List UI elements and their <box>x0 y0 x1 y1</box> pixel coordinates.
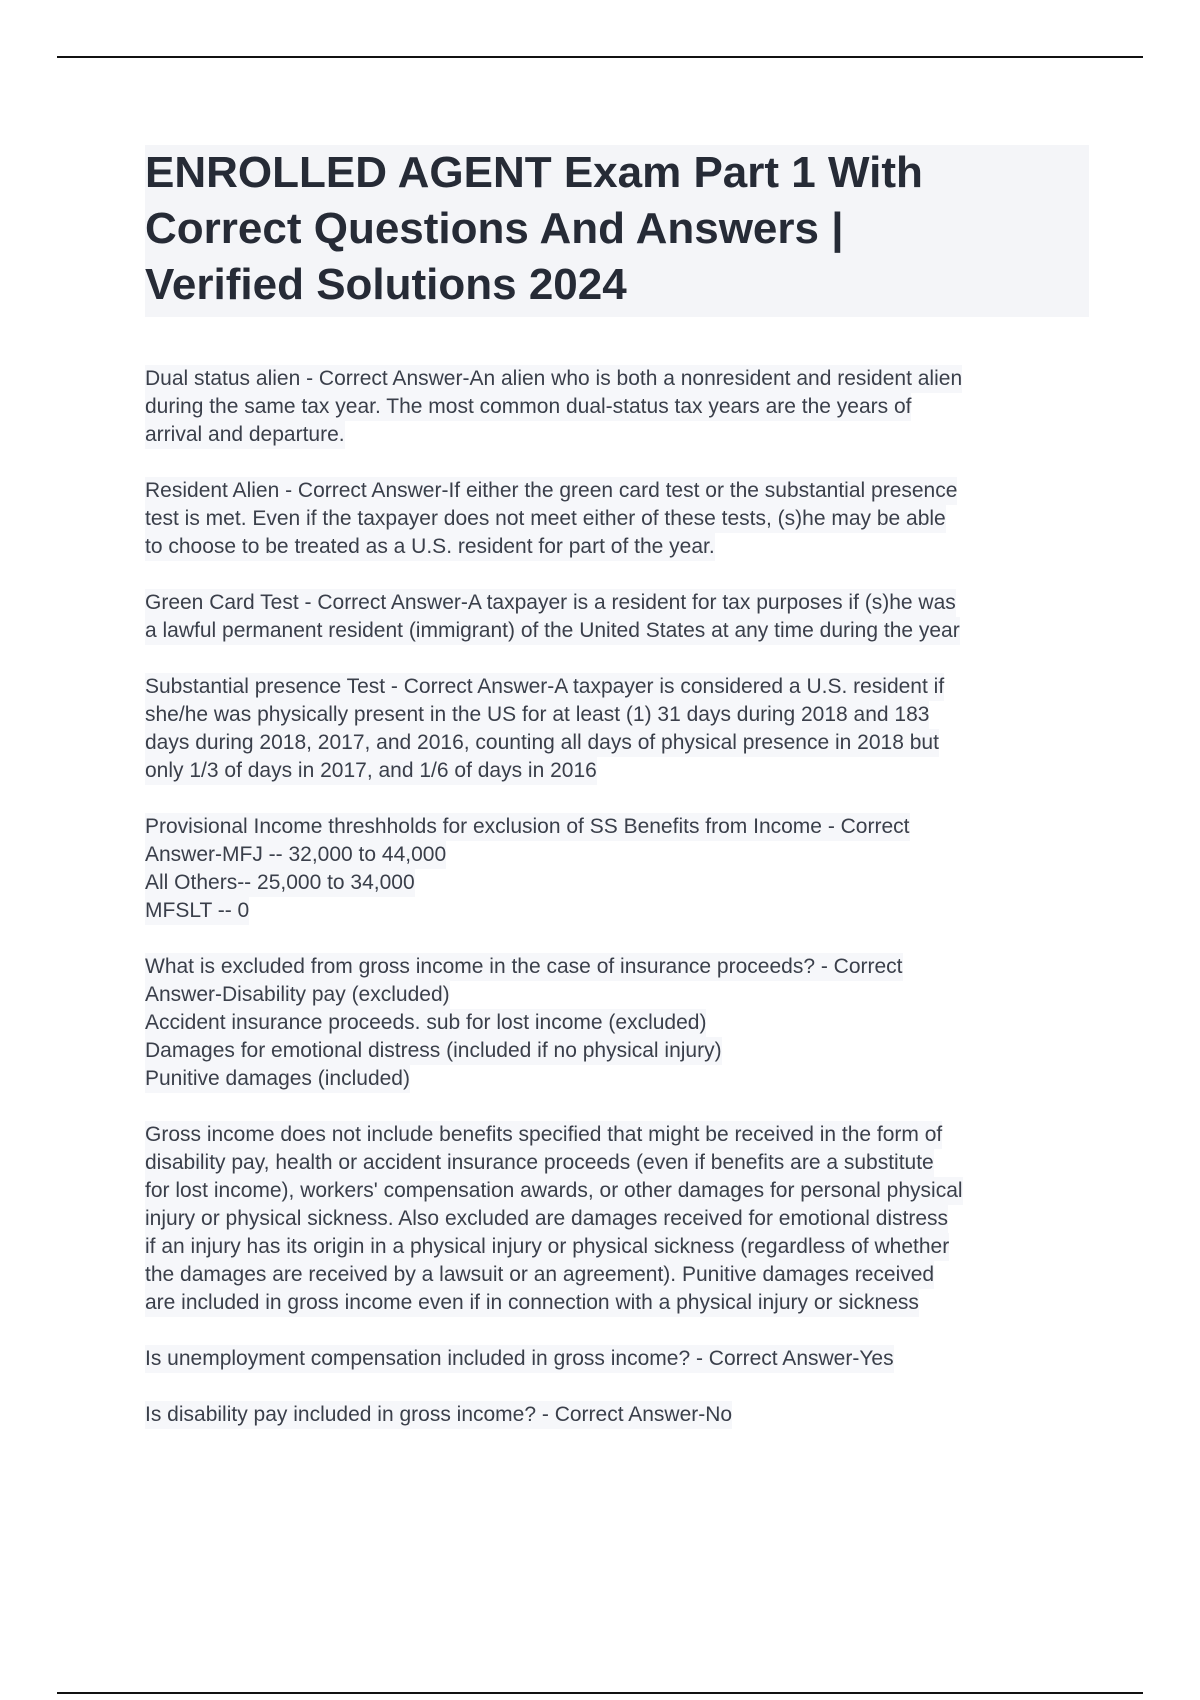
qa-entry <box>145 953 1095 1093</box>
bottom-rule <box>57 1692 1143 1694</box>
qa-text-line: Answer-Disability pay (excluded) <box>145 981 450 1009</box>
qa-entry <box>145 1121 1095 1317</box>
qa-text-line: for lost income), workers' compensation awards, or other damages for personal physical <box>145 1177 963 1205</box>
qa-text-line: Punitive damages (included) <box>145 1065 410 1093</box>
qa-text-line: during the same tax year. The most common dual-status tax years are the years of <box>145 393 911 421</box>
qa-text-line: Answer-MFJ -- 32,000 to 44,000 <box>145 841 446 869</box>
qa-entry <box>145 1401 1095 1429</box>
title-line: Verified Solutions 2024 <box>145 260 627 309</box>
qa-text-line: days during 2018, 2017, and 2016, counting all days of physical presence in 2018 but <box>145 729 939 757</box>
qa-text-line: Green Card Test - Correct Answer-A taxpayer is a resident for tax purposes if (s)he was <box>145 589 956 617</box>
qa-text-line: Substantial presence Test - Correct Answer-A taxpayer is considered a U.S. resident if <box>145 673 944 701</box>
qa-text-line: All Others-- 25,000 to 34,000 <box>145 869 415 897</box>
qa-text-line: disability pay, health or accident insurance proceeds (even if benefits are a substitute <box>145 1149 934 1177</box>
qa-text-line: the damages are received by a lawsuit or an agreement). Punitive damages received <box>145 1261 934 1289</box>
qa-text-line: Provisional Income threshholds for exclusion of SS Benefits from Income - Correct <box>145 813 910 841</box>
title-line: Correct Questions And Answers | <box>145 204 844 253</box>
qa-entry <box>145 813 1095 925</box>
qa-text-line: arrival and departure. <box>145 421 345 449</box>
qa-text-line: MFSLT -- 0 <box>145 897 249 925</box>
document-title <box>145 145 1089 317</box>
qa-text-line: Damages for emotional distress (included if no physical injury) <box>145 1037 722 1065</box>
qa-text-line: Resident Alien - Correct Answer-If either the green card test or the substantial presence <box>145 477 957 505</box>
qa-text-line: she/he was physically present in the US for at least (1) 31 days during 2018 and 183 <box>145 701 929 729</box>
qa-text-line: Is disability pay included in gross income? - Correct Answer-No <box>145 1401 732 1429</box>
qa-entry <box>145 365 1095 449</box>
qa-text-line: a lawful permanent resident (immigrant) of the United States at any time during the year <box>145 617 960 645</box>
qa-text-line: to choose to be treated as a U.S. resident for part of the year. <box>145 533 715 561</box>
qa-entry <box>145 589 1095 645</box>
qa-text-line: What is excluded from gross income in the case of insurance proceeds? - Correct <box>145 953 903 981</box>
qa-entry <box>145 477 1095 561</box>
qa-text-line: only 1/3 of days in 2017, and 1/6 of days in 2016 <box>145 757 597 785</box>
qa-text-line: Is unemployment compensation included in gross income? - Correct Answer-Yes <box>145 1345 894 1373</box>
qa-text-line: Accident insurance proceeds. sub for lost income (excluded) <box>145 1009 706 1037</box>
top-rule <box>57 56 1143 58</box>
qa-text-line: test is met. Even if the taxpayer does not meet either of these tests, (s)he may be able <box>145 505 946 533</box>
qa-list <box>145 365 1095 1457</box>
qa-entry <box>145 673 1095 785</box>
qa-text-line: injury or physical sickness. Also excluded are damages received for emotional distress <box>145 1205 948 1233</box>
qa-text-line: if an injury has its origin in a physical injury or physical sickness (regardless of whether <box>145 1233 949 1261</box>
title-line: ENROLLED AGENT Exam Part 1 With <box>145 148 923 197</box>
qa-text-line: are included in gross income even if in connection with a physical injury or sickness <box>145 1289 919 1317</box>
qa-text-line: Gross income does not include benefits specified that might be received in the form of <box>145 1121 942 1149</box>
qa-entry <box>145 1345 1095 1373</box>
qa-text-line: Dual status alien - Correct Answer-An alien who is both a nonresident and resident alien <box>145 365 962 393</box>
